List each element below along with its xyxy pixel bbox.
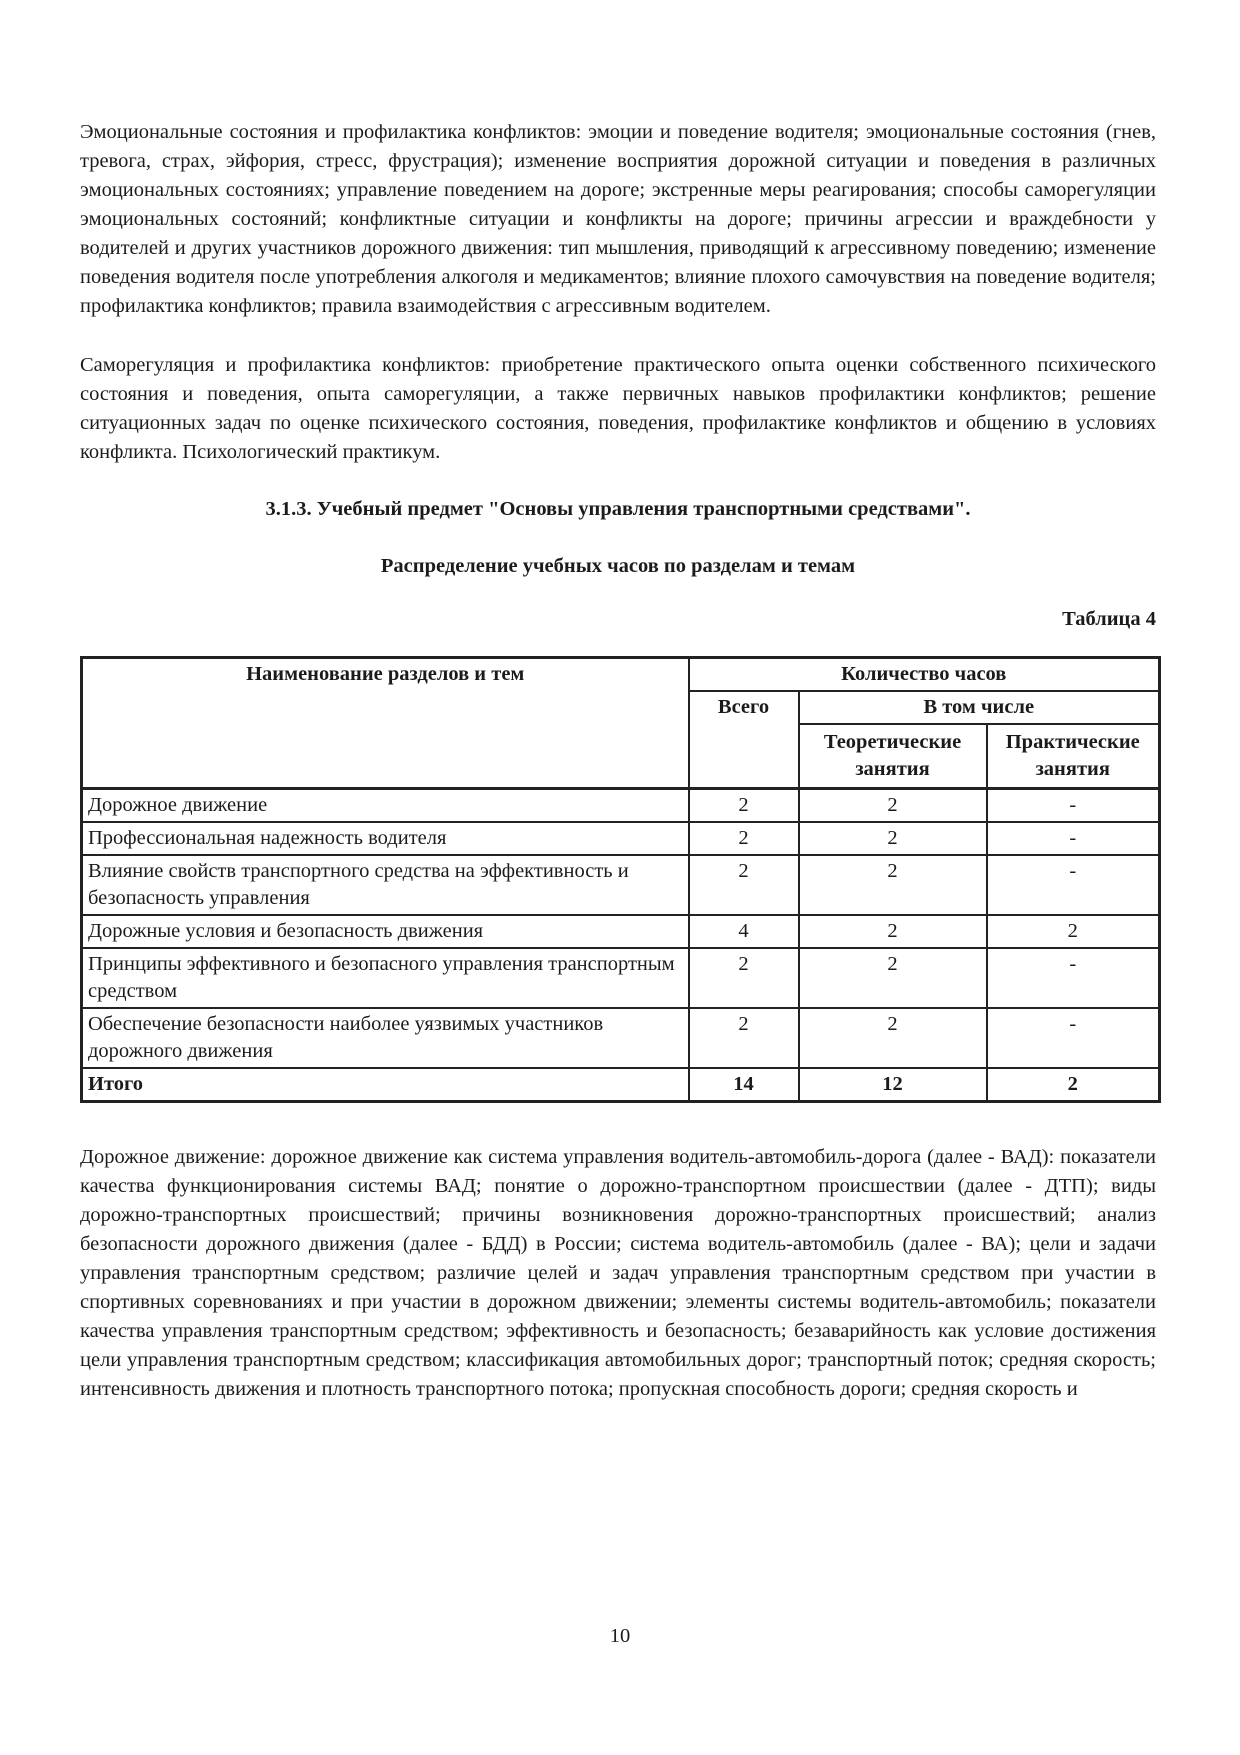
paragraph-road-traffic: Дорожное движение: дорожное движение как система управления водитель-автомобиль-дорога (далее - ВАД): показатели качества функционирования системы ВАД; понятие о дорожно-транспортном происшествии (далее - ДТП); виды дорожно-транспортных происшествий; причины возникновения дорожно-транспортных происшествий; анализ безопасности дорожного движения (далее - БДД) в России; система водитель-автомобиль (далее - ВА); цели и задачи управления транспортным средством; различие целей и задач управления транспортным средством при участии в спортивных соревнованиях и при участии в дорожном движении; элементы системы водитель-автомобиль; показатели качества управления транспортным средством; эффективность и безопасность; безаварийность как условие достижения цели управления транспортным средством; классификация автомобильных дорог; транспортный поток; средняя скорость; интенсивность движения и плотность транспортного потока; пропускная способность дороги; средняя скорость и — [80, 1145, 1156, 1400]
row-total-cell: 2 — [689, 948, 799, 1008]
row-practice-cell: - — [987, 855, 1160, 915]
row-total-cell: 4 — [689, 915, 799, 948]
row-name-cell: Итого — [82, 1068, 689, 1102]
row-theory-cell: 12 — [799, 1068, 987, 1102]
paragraph-self-regulation: Саморегуляция и профилактика конфликтов: приобретение практического опыта оценки собственного психического состояния и поведения, опыта саморегуляции, а также первичных навыков профилактики конфликтов; решение ситуационных задач по оценке психического состояния, поведения, профилактике конфликтов и общению в условиях конфликта. Психологический практикум. — [80, 354, 1156, 463]
header-cell-practice: Практические занятия — [987, 724, 1160, 788]
row-name-cell: Обеспечение безопасности наиболее уязвимых участников дорожного движения — [82, 1008, 689, 1068]
page-content — [80, 118, 1156, 1404]
hours-table-body — [82, 788, 1160, 1101]
row-theory-cell: 2 — [799, 948, 987, 1008]
row-theory-cell: 2 — [799, 855, 987, 915]
header-cell-name: Наименование разделов и тем — [82, 658, 689, 789]
table-total-row — [82, 1068, 1160, 1102]
row-practice-cell: - — [987, 948, 1160, 1008]
row-theory-cell: 2 — [799, 822, 987, 855]
table-row — [82, 1008, 1160, 1068]
paragraph-emotional-states: Эмоциональные состояния и профилактика конфликтов: эмоции и поведение водителя; эмоциональные состояния (гнев, тревога, страх, эйфория, стресс, фрустрация); изменение восприятия дорожной ситуации и поведения в различных эмоциональных состояниях; управление поведением на дороге; экстренные меры реагирования; способы саморегуляции эмоциональных состояний; конфликтные ситуации и конфликты на дороге; причины агрессии и враждебности у водителей и других участников дорожного движения: тип мышления, приводящий к агрессивному поведению; изменение поведения водителя после употребления алкоголя и медикаментов; влияние плохого самочувствия на поведение водителя; профилактика конфликтов; правила взаимодействия с агрессивным водителем. — [80, 121, 1156, 317]
hours-table-header — [82, 658, 1160, 789]
row-practice-cell: 2 — [987, 1068, 1160, 1102]
table-row — [82, 915, 1160, 948]
row-total-cell: 2 — [689, 788, 799, 822]
header-cell-theory: Теоретические занятия — [799, 724, 987, 788]
row-theory-cell: 2 — [799, 915, 987, 948]
header-row-1 — [82, 658, 1160, 692]
table-row — [82, 948, 1160, 1008]
row-practice-cell: - — [987, 1008, 1160, 1068]
page-number: 10 — [609, 1625, 631, 1647]
row-theory-cell: 2 — [799, 788, 987, 822]
row-name-cell: Принципы эффективного и безопасного управления транспортным средством — [82, 948, 689, 1008]
table-title: Распределение учебных часов по разделам и темам — [380, 555, 856, 577]
row-name-cell: Профессиональная надежность водителя — [82, 822, 689, 855]
row-name-cell: Влияние свойств транспортного средства на эффективность и безопасность управления — [82, 855, 689, 915]
row-name-cell: Дорожное движение — [82, 788, 689, 822]
row-practice-cell: - — [987, 822, 1160, 855]
table-row — [82, 788, 1160, 822]
row-total-cell: 2 — [689, 822, 799, 855]
header-cell-including: В том числе — [799, 691, 1160, 724]
row-total-cell: 14 — [689, 1068, 799, 1102]
row-total-cell: 2 — [689, 855, 799, 915]
header-cell-hours: Количество часов — [689, 658, 1160, 692]
row-practice-cell: - — [987, 788, 1160, 822]
row-name-cell: Дорожные условия и безопасность движения — [82, 915, 689, 948]
row-practice-cell: 2 — [987, 915, 1160, 948]
hours-table — [80, 656, 1161, 1103]
row-theory-cell: 2 — [799, 1008, 987, 1068]
table-row — [82, 855, 1160, 915]
table-caption: Таблица 4 — [1062, 608, 1156, 630]
row-total-cell: 2 — [689, 1008, 799, 1068]
table-row — [82, 822, 1160, 855]
header-cell-total: Всего — [689, 691, 799, 788]
section-heading: 3.1.3. Учебный предмет "Основы управления транспортными средствами". — [265, 498, 971, 520]
